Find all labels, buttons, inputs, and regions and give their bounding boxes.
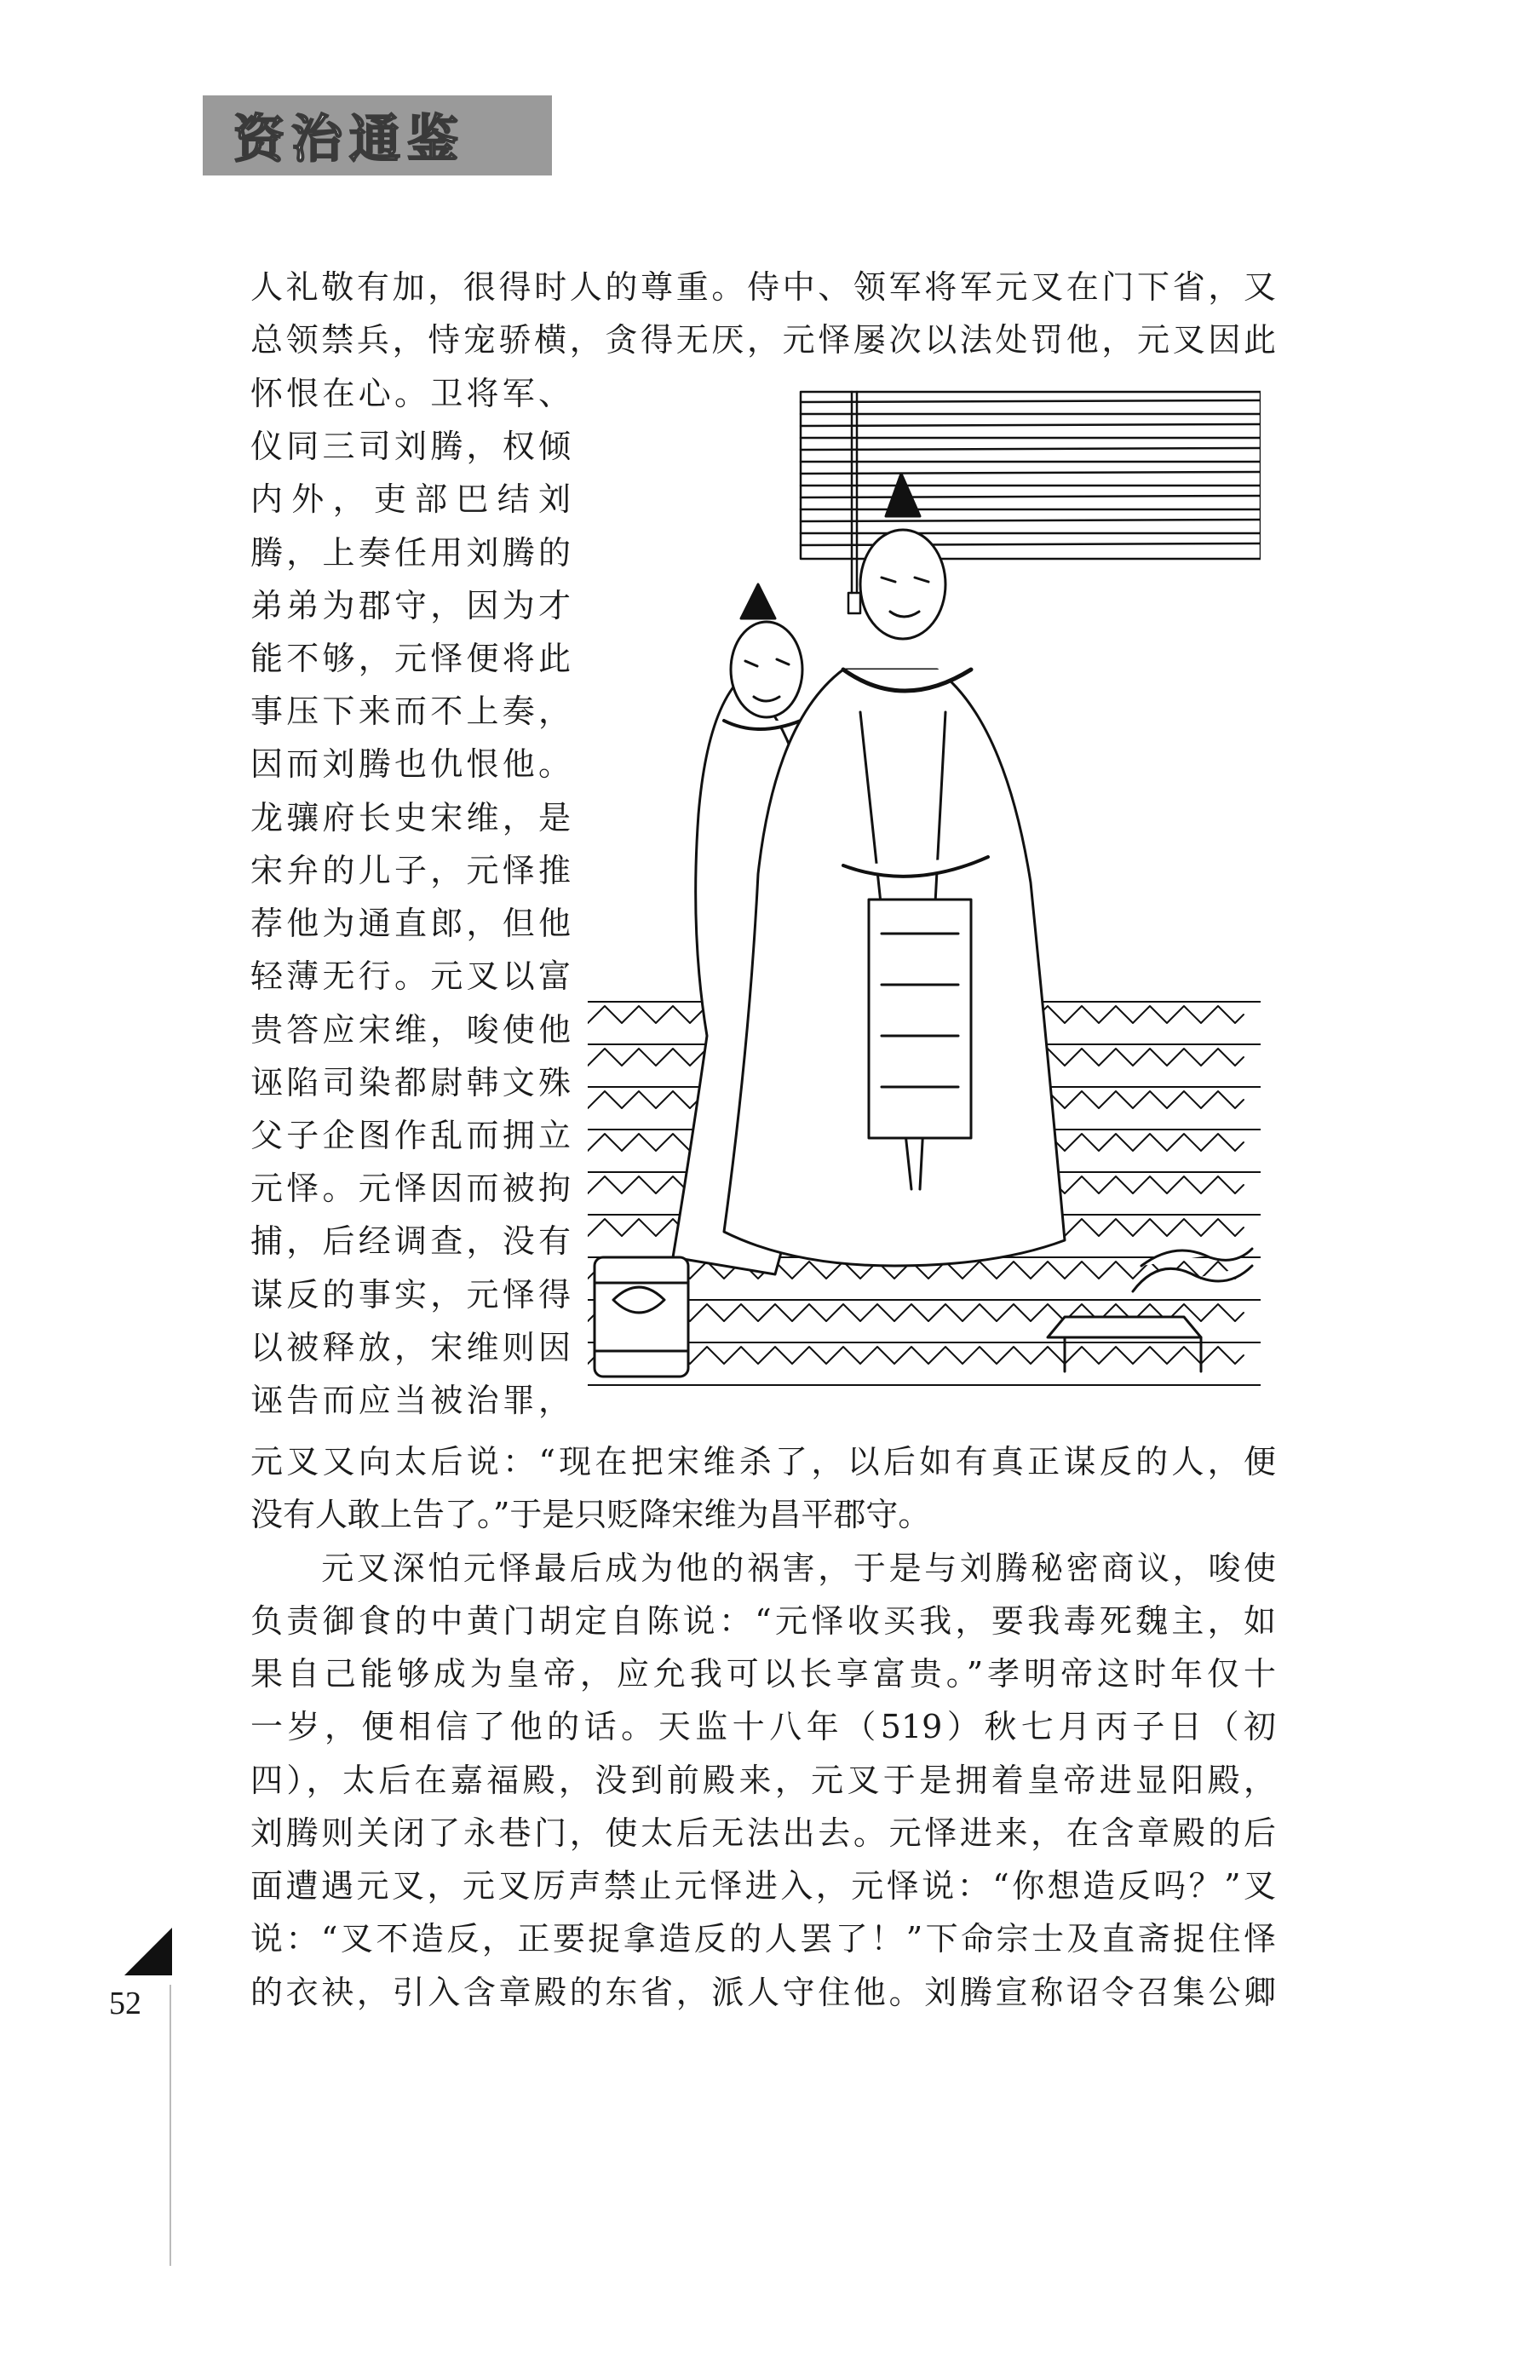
text-line: 负责御食的中黄门胡定自陈说：“元怿收买我，要我毒死魏主，如 [250,1602,1276,1640]
text-line: 谋反的事实，元怿得 [250,1276,571,1314]
text-line: 宋弁的儿子，元怿推 [250,852,571,889]
two-officials-illustration [588,388,1261,1399]
text-line: 刘腾则关闭了永巷门，使太后无法出去。元怿进来，在含章殿的后 [250,1814,1276,1852]
text-line: 贵答应宋维，唆使他 [250,1011,571,1049]
text-line: 龙骧府长史宋维，是 [250,799,571,836]
text-line: 诬陷司染都尉韩文殊 [250,1064,571,1101]
text-line: 捕，后经调查，没有 [250,1222,571,1260]
text-line: 事压下来而不上奏， [250,693,571,730]
text-line: 诬告而应当被治罪， [250,1382,571,1419]
text-line: 怀恨在心。卫将军、 [250,375,571,412]
text-line: 轻薄无行。元叉以富 [250,957,571,995]
text-line: 说：“叉不造反，正要捉拿造反的人罢了！”下命宗士及直斋捉住怿 [250,1920,1276,1957]
text-line: 没有人敢上告了。”于是只贬降宋维为昌平郡守。 [250,1496,931,1533]
text-line: 总领禁兵，恃宠骄横，贪得无厌，元怿屡次以法处罚他，元叉因此 [250,321,1276,359]
text-line: 的衣袂，引入含章殿的东省，派人守住他。刘腾宣称诏令召集公卿 [250,1974,1276,2011]
incense-table [1048,1249,1252,1371]
text-line: 元怿。元怿因而被拘 [250,1170,571,1207]
text-line: 四），太后在嘉福殿，没到前殿来，元叉于是拥着皇帝进显阳殿， [250,1762,1276,1799]
text-line: 元叉深怕元怿最后成为他的祸害，于是与刘腾秘密商议，唆使 [250,1549,1276,1587]
text-line: 内外，吏部巴结刘 [250,480,571,518]
text-line: 面遭遇元叉，元叉厉声禁止元怿进入，元怿说：“你想造反吗？”叉 [250,1867,1276,1905]
text-line: 因而刘腾也仇恨他。 [250,745,571,783]
text-line: 仪同三司刘腾，权倾 [250,428,571,465]
text-line: 一岁，便相信了他的话。天监十八年（519）秋七月丙子日（初 [250,1708,1276,1745]
text-line: 父子企图作乱而拥立 [250,1117,571,1154]
text-line: 以被释放，宋维则因 [250,1329,571,1366]
page-number: 52 [109,1986,141,2021]
book-title-banner [203,95,552,175]
text-line: 腾，上奏任用刘腾的 [250,534,571,572]
text-line: 弟弟为郡守，因为才 [250,587,571,624]
incense-vessel [595,1257,688,1377]
text-line: 人礼敬有加，很得时人的尊重。侍中、领军将军元叉在门下省，又 [250,268,1276,306]
page-corner-triangle [124,1928,172,1975]
margin-rule [170,1985,171,2266]
book-title: 资治通鉴 [233,110,465,170]
text-line: 荐他为通直郎，但他 [250,905,571,942]
text-line: 元叉又向太后说：“现在把宋维杀了，以后如有真正谋反的人，便 [250,1443,1276,1480]
text-line: 果自己能够成为皇帝，应允我可以长享富贵。”孝明帝这时年仅十 [250,1655,1276,1693]
text-line: 能不够，元怿便将此 [250,640,571,677]
right-official-figure [724,474,1065,1266]
